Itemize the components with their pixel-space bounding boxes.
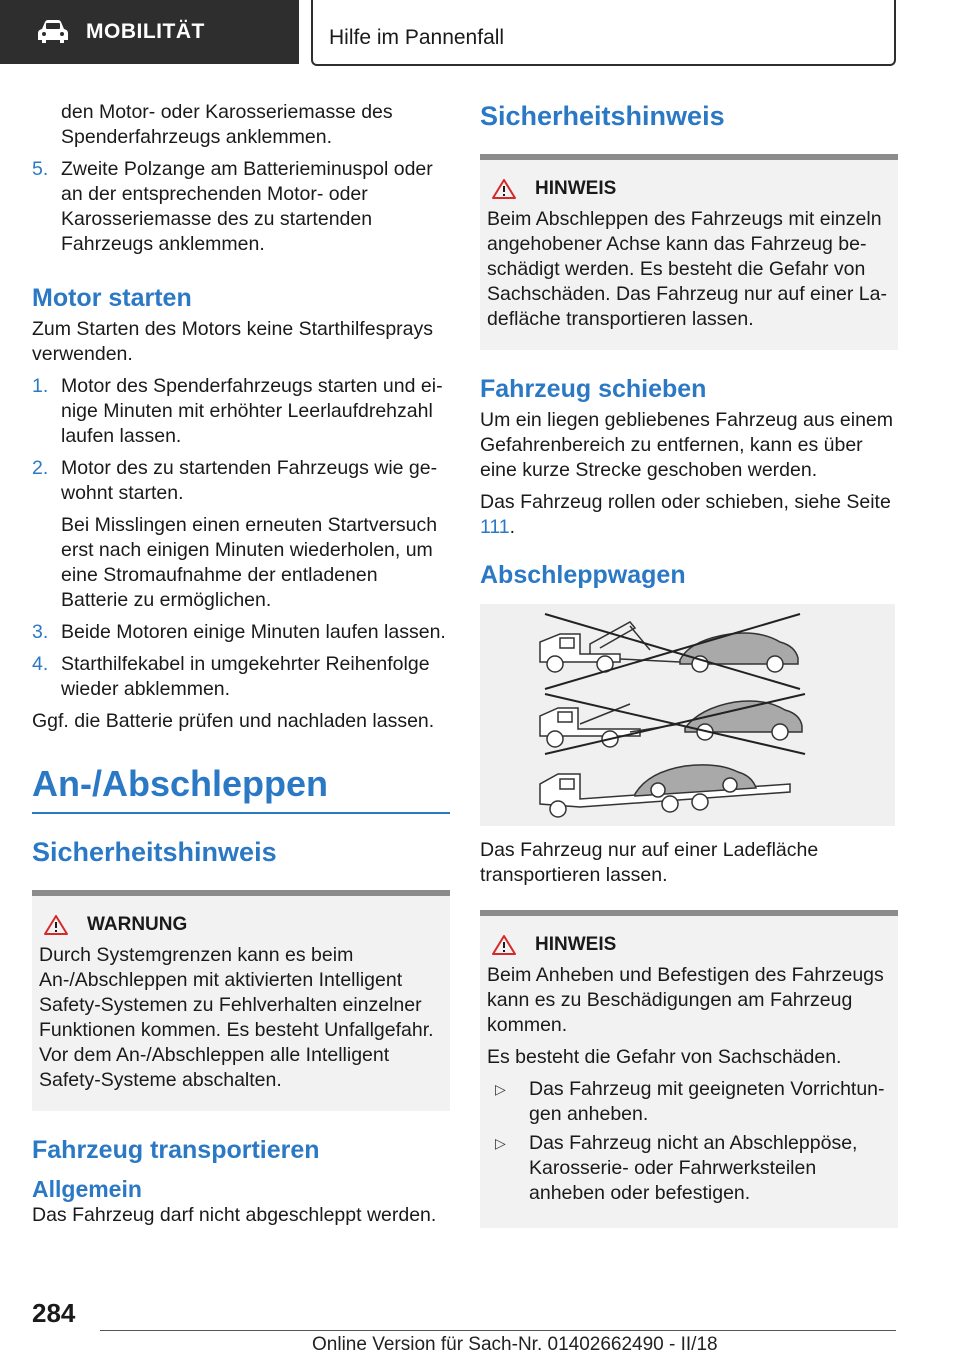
bullet-item	[487, 1131, 891, 1206]
list-number: 2.	[32, 457, 49, 479]
section-heading-motor: Motor starten	[32, 284, 192, 312]
bullet-text: Das Fahrzeug mit geeigneten Vorrichtungen anheben.	[529, 1078, 885, 1125]
list-text: Motor des zu startenden Fahrzeugs wie gewohnt starten.	[61, 457, 438, 504]
chapter-heading: An-/Abschleppen	[32, 762, 450, 814]
figure-caption: Das Fahrzeug nur auf einer Ladefläche transportieren lassen.	[480, 839, 819, 886]
footer-version: Online Version für Sach-Nr. 01402662490 - II/18	[312, 1334, 718, 1355]
notice-title	[487, 932, 891, 957]
tow-truck-row-2	[540, 694, 805, 754]
section-heading-push: Fahrzeug schieben	[480, 375, 707, 403]
left-column	[32, 100, 450, 1235]
list-number: 1.	[32, 375, 49, 397]
bullet-text: Das Fahrzeug nicht an Abschleppöse, Karosserie- oder Fahrwerksteilen anheben oder befestigen.	[529, 1132, 858, 1204]
header-section-tab	[0, 0, 299, 64]
paragraph: Um ein liegen gebliebenes Fahrzeug aus einem Gefahrenbereich zu entfernen, kann es über eine kurze Strecke geschoben werden.	[480, 409, 894, 481]
warning-triangle-icon	[491, 934, 517, 956]
tow-truck-row-3	[540, 765, 790, 817]
section-heading-transport: Fahrzeug transportieren	[32, 1136, 320, 1164]
list-text-extra: Bei Misslingen einen erneuten Startversuch erst nach einigen Minuten wiederholen, um eine Stromaufnahme der entladenen Batterie zu ermöglichen.	[61, 514, 438, 611]
list-number: 4.	[32, 653, 49, 675]
step-continuation: den Motor- oder Karosseriemasse des Spenderfahrzeugs anklemmen.	[61, 101, 393, 148]
warning-text: Durch Systemgrenzen kann es beim An-/Abschleppen mit aktivierten Intelligent Safety-Systemen zu Fehlverhalten einzelner Funktionen kommen. Es besteht Unfallgefahr. Vor dem An-/Abschleppen alle Intelligent Safety-Systeme abschalten.	[39, 944, 434, 1091]
notice-label: HINWEIS	[535, 178, 617, 199]
triangle-bullet-icon: ▷	[495, 1081, 506, 1097]
section-heading-tow-truck: Abschleppwagen	[480, 561, 686, 589]
list-item	[32, 157, 450, 257]
warning-triangle-icon	[43, 914, 69, 936]
list-number: 3.	[32, 621, 49, 643]
reference-text: Das Fahrzeug rollen oder schieben, siehe Seite	[480, 491, 891, 513]
tow-truck-figure	[480, 604, 895, 826]
list-item	[32, 456, 450, 613]
tow-truck-illustration	[480, 604, 895, 826]
warning-triangle-icon	[491, 178, 517, 200]
list-number: 5.	[32, 158, 49, 180]
subsection-heading-general: Allgemein	[32, 1176, 142, 1202]
list-text: Starthilfekabel in umgekehrter Reihenfolge wieder abklemmen.	[61, 653, 430, 700]
notice-label: HINWEIS	[535, 934, 617, 955]
car-icon	[36, 19, 70, 45]
footer-divider	[100, 1330, 896, 1331]
warning-label: WARNUNG	[87, 914, 188, 935]
section-heading-safety: Sicherheitshinweis	[480, 101, 725, 131]
bullet-item	[487, 1077, 891, 1127]
list-text: Beide Motoren einige Minuten laufen lassen.	[61, 621, 446, 643]
right-column	[480, 100, 898, 1228]
paragraph: Das Fahrzeug darf nicht abgeschleppt werden.	[32, 1204, 437, 1226]
warning-box	[32, 890, 450, 1111]
notice-text: Es besteht die Gefahr von Sachschäden.	[487, 1046, 842, 1068]
triangle-bullet-icon: ▷	[495, 1135, 506, 1151]
list-text: Motor des Spenderfahrzeugs starten und einige Minuten mit erhöhter Leerlaufdrehzahl laufen lassen.	[61, 375, 443, 447]
list-item	[32, 652, 450, 702]
page-reference-link[interactable]: 111	[480, 516, 510, 538]
warning-title	[39, 912, 443, 937]
list-item	[32, 374, 450, 449]
notice-text: Beim Abschleppen des Fahrzeugs mit einzeln angehobener Achse kann das Fahrzeug beschädigt werden. Es besteht die Gefahr von Sachschäden. Das Fahrzeug nur auf einer Ladefläche transportieren lassen.	[487, 208, 887, 330]
notice-box	[480, 154, 898, 350]
section-heading-safety: Sicherheitshinweis	[32, 837, 277, 867]
notice-text: Beim Anheben und Befestigen des Fahrzeugs kann es zu Beschädigungen am Fahrzeug kommen.	[487, 964, 884, 1036]
paragraph: Ggf. die Batterie prüfen und nachladen lassen.	[32, 710, 435, 732]
page-number: 284	[32, 1298, 76, 1328]
notice-box	[480, 910, 898, 1228]
notice-title	[487, 176, 891, 201]
list-item	[32, 620, 450, 645]
paragraph: Zum Starten des Motors keine Starthilfesprays verwenden.	[32, 318, 433, 365]
header-subsection: Hilfe im Pannenfall	[311, 0, 896, 66]
paragraph-reference: Das Fahrzeug rollen oder schieben, siehe Seite 111.	[480, 491, 891, 538]
tow-truck-row-1	[540, 614, 800, 689]
header-section-label: MOBILITÄT	[86, 20, 205, 43]
list-text: Zweite Polzange am Batterieminuspol oder an der entsprechenden Motor- oder Karosseriemasse des zu startenden Fahrzeugs anklemmen.	[61, 158, 433, 255]
